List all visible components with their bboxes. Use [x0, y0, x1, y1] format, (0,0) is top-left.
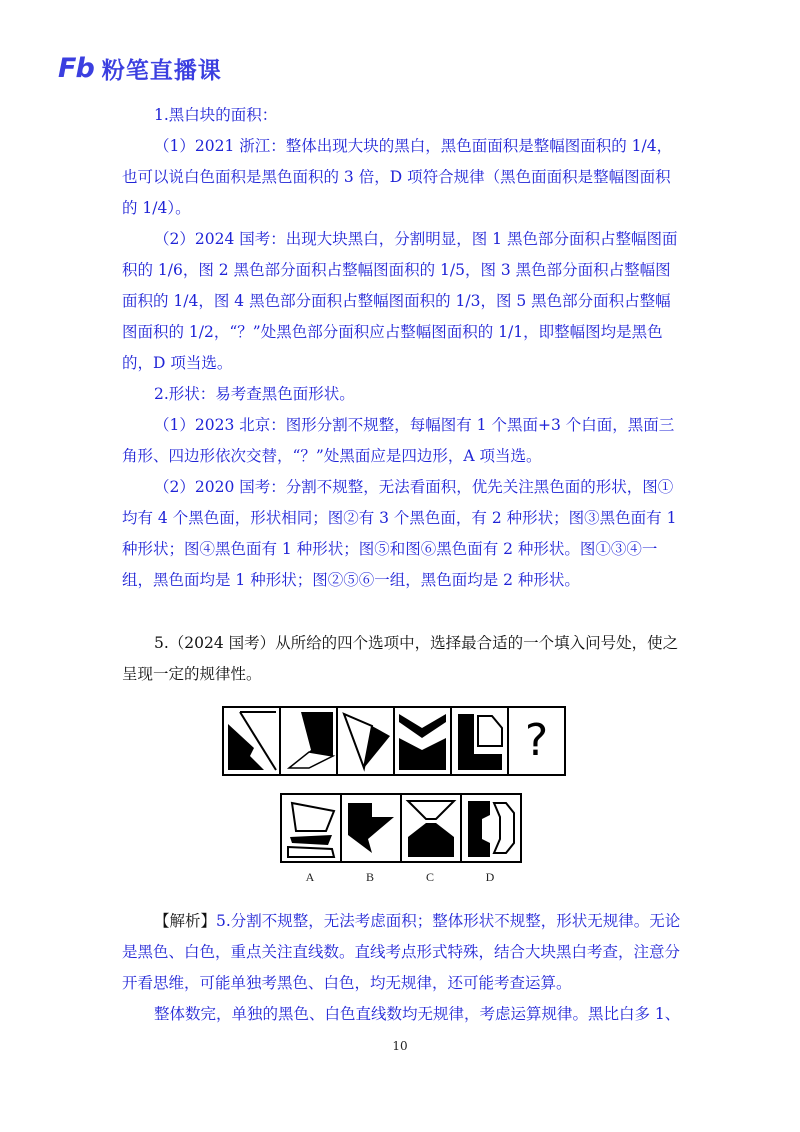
section-heading-shape: 2.形状：易考查黑色面形状。: [154, 385, 355, 403]
analysis-continued: 整体数完，单独的黑色、白色直线数均无规律，考虑运算规律。黑比白多 1、: [154, 1005, 681, 1023]
option-d-figure[interactable]: [462, 795, 520, 861]
option-label-b: B: [365, 870, 374, 884]
paragraph-zhejiang-2021: （1）2021 浙江：整体出现大块的黑白，黑色面面积是整幅图面积的 1/4，也可以说白色面积是黑色面积的 3 倍，D 项符合规律（黑色面面积是整幅图面积的 1/4）。: [122, 137, 673, 217]
page-number: 10: [392, 1039, 408, 1053]
question-mark-cell: ?: [524, 715, 549, 766]
options-figure-row: [280, 793, 522, 863]
paragraph-guokao-2024: （2）2024 国考：出现大块黑白，分割明显，图 1 黑色部分面积占整幅图面积的 1/6，图 2 黑色部分面积占整幅图面积的 1/5，图 3 黑色部分面积占整幅图面积的 1/4，图 4 黑色部分面积占整幅图面积的 1/3，图 5 黑色部分面积占整幅图面积的 1/2，“？”处黑色部分面积应占整幅图面积的 1/1，即整幅图均是黑色的，D 项当选。: [122, 230, 678, 372]
paragraph-beijing-2023: （1）2023 北京：图形分割不规整，每幅图有 1 个黑面+3 个白面，黑面三角形、四边形依次交替，“？”处黑面应是四边形，A 项当选。: [122, 416, 675, 465]
analysis-tag: 【解析】: [154, 912, 217, 930]
figure-4: [395, 708, 452, 774]
figure-2: [281, 708, 338, 774]
brand-name: 粉笔直播课: [101, 57, 222, 84]
analysis-text: 5.分割不规整，无法考虑面积；整体形状不规整，形状无规律。无论是黑色、白色，重点关注直线数。直线考点形式特殊，结合大块黑白考查，注意分开看思维，可能单独考黑色、白色，均无规律，还可能考查运算。: [122, 912, 681, 992]
option-label-d: D: [485, 870, 495, 884]
fenbi-logo-mark: Fb: [58, 52, 94, 84]
question-text: 5.（2024 国考）从所给的四个选项中，选择最合适的一个填入问号处，使之呈现一定的规律性。: [122, 634, 679, 683]
brand-header: [58, 48, 222, 88]
analysis-paragraph: [122, 906, 682, 999]
option-a-figure[interactable]: [282, 795, 342, 861]
section-heading-area: 1.黑白块的面积：: [154, 106, 278, 124]
option-c-figure[interactable]: [402, 795, 462, 861]
option-label-c: C: [425, 870, 434, 884]
figure-5: [452, 708, 509, 774]
option-label-a: A: [305, 870, 315, 884]
option-labels: [280, 870, 520, 885]
option-b-figure[interactable]: [342, 795, 402, 861]
figure-1: [224, 708, 281, 774]
question-figure-row: [222, 706, 566, 776]
figure-3: [338, 708, 395, 774]
paragraph-guokao-2020: （2）2020 国考：分割不规整，无法看面积，优先关注黑色面的形状，图①均有 4 个黑色面，形状相同；图②有 3 个黑色面，有 2 种形状；图③黑色面有 1 种形状；图④黑色面有 1 种形状；图⑤和图⑥黑色面有 2 种形状。图①③④一组，黑色面均是 1 种形状；图②⑤⑥一组，黑色面均是 2 种形状。: [122, 478, 677, 589]
